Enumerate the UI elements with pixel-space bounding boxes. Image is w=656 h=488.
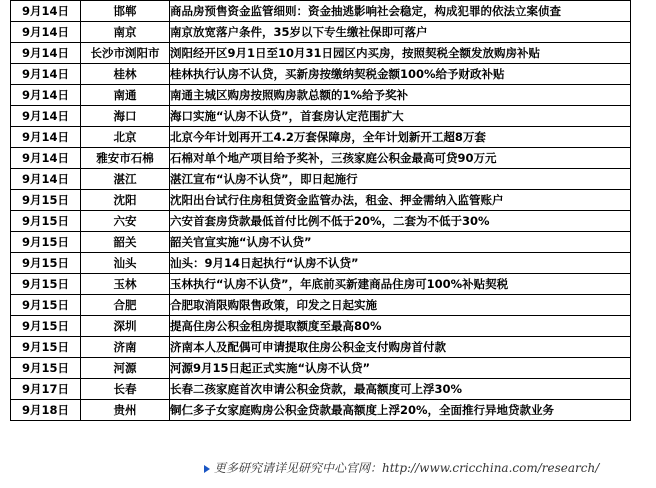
city-cell: 汕头 xyxy=(81,253,170,274)
city-cell: 长沙市浏阳市 xyxy=(81,43,170,64)
policy-description-cell: 玉林执行“认房不认贷”，年底前买新建商品住房可100%补贴契税 xyxy=(170,274,631,295)
date-cell: 9月14日 xyxy=(11,85,81,106)
table-row xyxy=(11,379,631,400)
table-row xyxy=(11,295,631,316)
table-row xyxy=(11,106,631,127)
date-cell: 9月14日 xyxy=(11,64,81,85)
policy-description-cell: 韶关官宣实施“认房不认贷” xyxy=(170,232,631,253)
city-cell: 北京 xyxy=(81,127,170,148)
table-row xyxy=(11,43,631,64)
policy-description-cell: 沈阳出台试行住房租赁资金监管办法，租金、押金需纳入监管账户 xyxy=(170,190,631,211)
table-row xyxy=(11,232,631,253)
date-cell: 9月17日 xyxy=(11,379,81,400)
table-row xyxy=(11,253,631,274)
table-row xyxy=(11,190,631,211)
city-cell: 雅安市石棉 xyxy=(81,148,170,169)
policy-table-body xyxy=(11,1,631,421)
policy-description-cell: 北京今年计划再开工4.2万套保障房，全年计划新开工超8万套 xyxy=(170,127,631,148)
date-cell: 9月14日 xyxy=(11,22,81,43)
date-cell: 9月15日 xyxy=(11,316,81,337)
table-row xyxy=(11,127,631,148)
policy-description-cell: 六安首套房贷款最低首付比例不低于20%，二套为不低于30% xyxy=(170,211,631,232)
table-row xyxy=(11,1,631,22)
date-cell: 9月14日 xyxy=(11,169,81,190)
table-row xyxy=(11,211,631,232)
city-cell: 韶关 xyxy=(81,232,170,253)
date-cell: 9月15日 xyxy=(11,274,81,295)
policy-description-cell: 海口实施“认房不认贷”，首套房认定范围扩大 xyxy=(170,106,631,127)
city-cell: 河源 xyxy=(81,358,170,379)
table-row xyxy=(11,316,631,337)
footer-text: 更多研究请详见研究中心官网：http://www.cricchina.com/research/ xyxy=(214,461,600,475)
policy-description-cell: 合肥取消限购限售政策，印发之日起实施 xyxy=(170,295,631,316)
policy-description-cell: 济南本人及配偶可申请提取住房公积金支付购房首付款 xyxy=(170,337,631,358)
footer-note xyxy=(204,459,599,476)
policy-description-cell: 南通主城区购房按照购房款总额的1%给予奖补 xyxy=(170,85,631,106)
date-cell: 9月14日 xyxy=(11,148,81,169)
arrow-right-icon xyxy=(204,465,210,473)
policy-description-cell: 石棉对单个地产项目给予奖补，三孩家庭公积金最高可贷90万元 xyxy=(170,148,631,169)
table-row xyxy=(11,148,631,169)
date-cell: 9月15日 xyxy=(11,211,81,232)
city-cell: 沈阳 xyxy=(81,190,170,211)
policy-description-cell: 浏阳经开区9月1日至10月31日园区内买房，按照契税全额发放购房补贴 xyxy=(170,43,631,64)
policy-description-cell: 铜仁多子女家庭购房公积金贷款最高额度上浮20%，全面推行异地贷款业务 xyxy=(170,400,631,421)
table-row xyxy=(11,22,631,43)
table-row xyxy=(11,337,631,358)
date-cell: 9月15日 xyxy=(11,190,81,211)
table-row xyxy=(11,400,631,421)
date-cell: 9月15日 xyxy=(11,295,81,316)
city-cell: 深圳 xyxy=(81,316,170,337)
date-cell: 9月14日 xyxy=(11,1,81,22)
policy-description-cell: 提高住房公积金租房提取额度至最高80% xyxy=(170,316,631,337)
table-row xyxy=(11,64,631,85)
date-cell: 9月14日 xyxy=(11,127,81,148)
date-cell: 9月14日 xyxy=(11,106,81,127)
date-cell: 9月15日 xyxy=(11,232,81,253)
city-cell: 南通 xyxy=(81,85,170,106)
policy-description-cell: 商品房预售资金监管细则：资金抽逃影响社会稳定，构成犯罪的依法立案侦查 xyxy=(170,1,631,22)
city-cell: 贵州 xyxy=(81,400,170,421)
city-cell: 长春 xyxy=(81,379,170,400)
table-row xyxy=(11,85,631,106)
date-cell: 9月15日 xyxy=(11,358,81,379)
city-cell: 六安 xyxy=(81,211,170,232)
policy-table-container xyxy=(10,0,630,421)
policy-description-cell: 桂林执行认房不认贷，买新房按缴纳契税金额100%给予财政补贴 xyxy=(170,64,631,85)
table-row xyxy=(11,358,631,379)
date-cell: 9月15日 xyxy=(11,253,81,274)
policy-description-cell: 河源9月15日起正式实施“认房不认贷” xyxy=(170,358,631,379)
table-row xyxy=(11,169,631,190)
city-cell: 合肥 xyxy=(81,295,170,316)
policy-description-cell: 南京放宽落户条件，35岁以下专生缴社保即可落户 xyxy=(170,22,631,43)
date-cell: 9月18日 xyxy=(11,400,81,421)
city-cell: 济南 xyxy=(81,337,170,358)
city-cell: 湛江 xyxy=(81,169,170,190)
city-cell: 南京 xyxy=(81,22,170,43)
policy-table xyxy=(10,0,631,421)
date-cell: 9月14日 xyxy=(11,43,81,64)
policy-description-cell: 长春二孩家庭首次申请公积金贷款，最高额度可上浮30% xyxy=(170,379,631,400)
table-row xyxy=(11,274,631,295)
city-cell: 邯郸 xyxy=(81,1,170,22)
policy-description-cell: 湛江宣布“认房不认贷”，即日起施行 xyxy=(170,169,631,190)
city-cell: 玉林 xyxy=(81,274,170,295)
date-cell: 9月15日 xyxy=(11,337,81,358)
city-cell: 桂林 xyxy=(81,64,170,85)
policy-description-cell: 汕头：9月14日起执行“认房不认贷” xyxy=(170,253,631,274)
city-cell: 海口 xyxy=(81,106,170,127)
